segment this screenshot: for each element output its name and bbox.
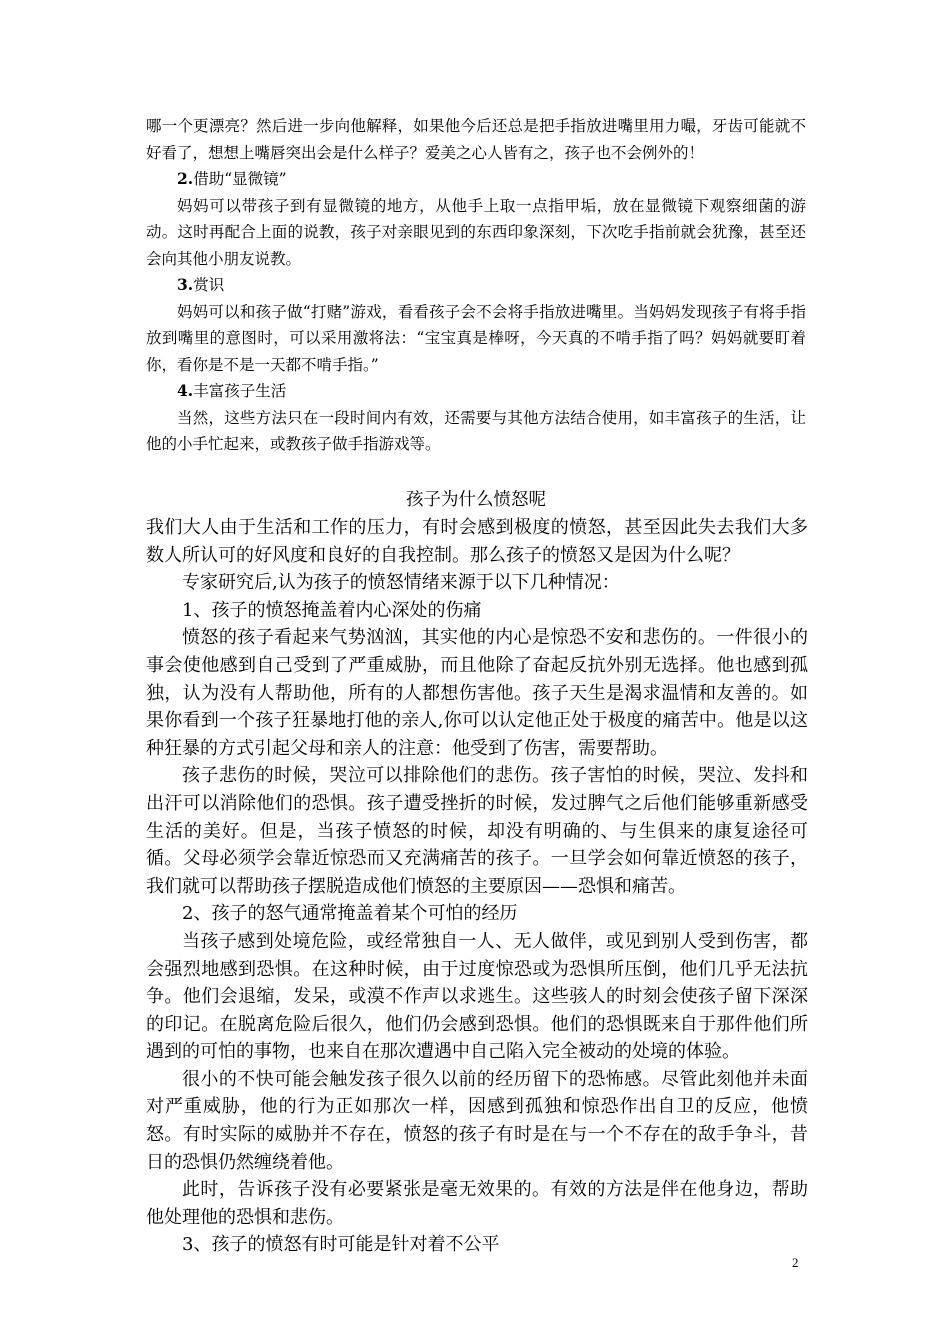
page-number: 2 bbox=[792, 1255, 799, 1270]
paragraph: 专家研究后,认为孩子的愤怒情绪来源于以下几种情况： bbox=[182, 572, 620, 594]
subheading-number: 3. bbox=[177, 275, 194, 294]
subheading-number: 4. bbox=[177, 381, 194, 400]
paragraph: 孩子悲伤的时候，哭泣可以排除他们的悲伤。孩子害怕的时候，哭泣、发抖和出汗可以消除他们的恐惧。孩子遭受挫折的时候，发过脾气之后他们能够重新感受生活的美好。但是，当孩子愤怒的时候，却没有明确的、与生俱来的康复途径可循。父母必须学会靠近惊恐而又充满痛苦的孩子。一旦学会如何靠近愤怒的孩子，我们就可以帮助孩子摆脱造成他们愤怒的主要原因——恐惧和痛苦。 bbox=[146, 765, 808, 897]
subheading bbox=[146, 272, 806, 299]
paragraph: 此时，告诉孩子没有必要紧张是毫无效果的。有效的方法是伴在他身边，帮助他处理他的恐惧和悲伤。 bbox=[146, 1179, 808, 1228]
list-heading: 2、孩子的怒气通常掩盖着某个可怕的经历 bbox=[182, 903, 518, 925]
section-1-text bbox=[146, 113, 806, 458]
subheading-text: 借助“显微镜” bbox=[193, 170, 287, 188]
section-title: 孩子为什么愤怒呢 bbox=[406, 490, 546, 510]
subheading-text: 丰富孩子生活 bbox=[193, 382, 287, 400]
subheading bbox=[146, 378, 806, 405]
subheading bbox=[146, 166, 806, 193]
paragraph: 愤怒的孩子看起来气势汹汹，其实他的内心是惊恐不安和悲伤的。一件很小的事会使他感到自己受到了严重威胁，而且他除了奋起反抗外别无选择。他也感到孤独，认为没有人帮助他，所有的人都想伤害他。孩子天生是渴求温情和友善的。如果你看到一个孩子狂暴地打他的亲人,你可以认定他正处于极度的痛苦中。他是以这种狂暴的方式引起父母和亲人的注意：他受到了伤害，需要帮助。 bbox=[146, 627, 808, 759]
paragraph: 妈妈可以和孩子做“打赌”游戏，看看孩子会不会将手指放进嘴里。当妈妈发现孩子有将手指放到嘴里的意图时，可以采用激将法：“宝宝真是棒呀，今天真的不啃手指了吗？妈妈就要盯着你，看你是不是一天都不啃手指。” bbox=[146, 302, 806, 374]
paragraph: 当孩子感到处境危险，或经常独自一人、无人做伴，或见到别人受到伤害，都会强烈地感到恐惧。在这种时候，由于过度惊恐或为恐惧所压倒，他们几乎无法抗争。他们会退缩，发呆，或漠不作声以求逃生。这些骇人的时刻会使孩子留下深深的印记。在脱离危险后很久，他们仍会感到恐惧。他们的恐惧既来自于那件他们所遇到的可怕的事物，也来自在那次遭遇中自己陷入完全被动的处境的体验。 bbox=[146, 930, 808, 1063]
paragraph: 很小的不快可能会触发孩子很久以前的经历留下的恐怖感。尽管此刻他并未面对严重威胁，他的行为正如那次一样，因感到孤独和惊恐作出自卫的反应，他愤怒。有时实际的威胁并不存在，愤怒的孩子有时是在与一个不存在的敌手争斗，昔日的恐惧仍然缠绕着他。 bbox=[146, 1068, 808, 1173]
paragraph: 当然，这些方法只在一段时间内有效，还需要与其他方法结合使用，如丰富孩子的生活，让他的小手忙起来，或教孩子做手指游戏等。 bbox=[146, 408, 806, 453]
list-heading: 1、孩子的愤怒掩盖着内心深处的伤痛 bbox=[182, 599, 482, 621]
subheading-number: 2. bbox=[177, 169, 194, 188]
paragraph: 我们大人由于生活和工作的压力，有时会感到极度的愤怒，甚至因此失去我们大多数人所认可的好风度和良好的自我控制。那么孩子的愤怒又是因为什么呢？ bbox=[146, 517, 808, 566]
section-2-text bbox=[146, 514, 808, 1259]
paragraph: 哪一个更漂亮？然后进一步向他解释，如果他今后还总是把手指放进嘴里用力嘬，牙齿可能就不好看了，想想上嘴唇突出会是什么样子？爱美之心人皆有之，孩子也不会例外的！ bbox=[146, 117, 806, 162]
subheading-text: 赏识 bbox=[193, 276, 225, 294]
paragraph: 妈妈可以带孩子到有显微镜的地方，从他手上取一点指甲垢，放在显微镜下观察细菌的游动。这时再配合上面的说教，孩子对亲眼见到的东西印象深刻，下次吃手指前就会犹豫，甚至还会向其他小朋友说教。 bbox=[146, 196, 806, 268]
list-heading: 3、孩子的愤怒有时可能是针对着不公平 bbox=[182, 1234, 500, 1256]
